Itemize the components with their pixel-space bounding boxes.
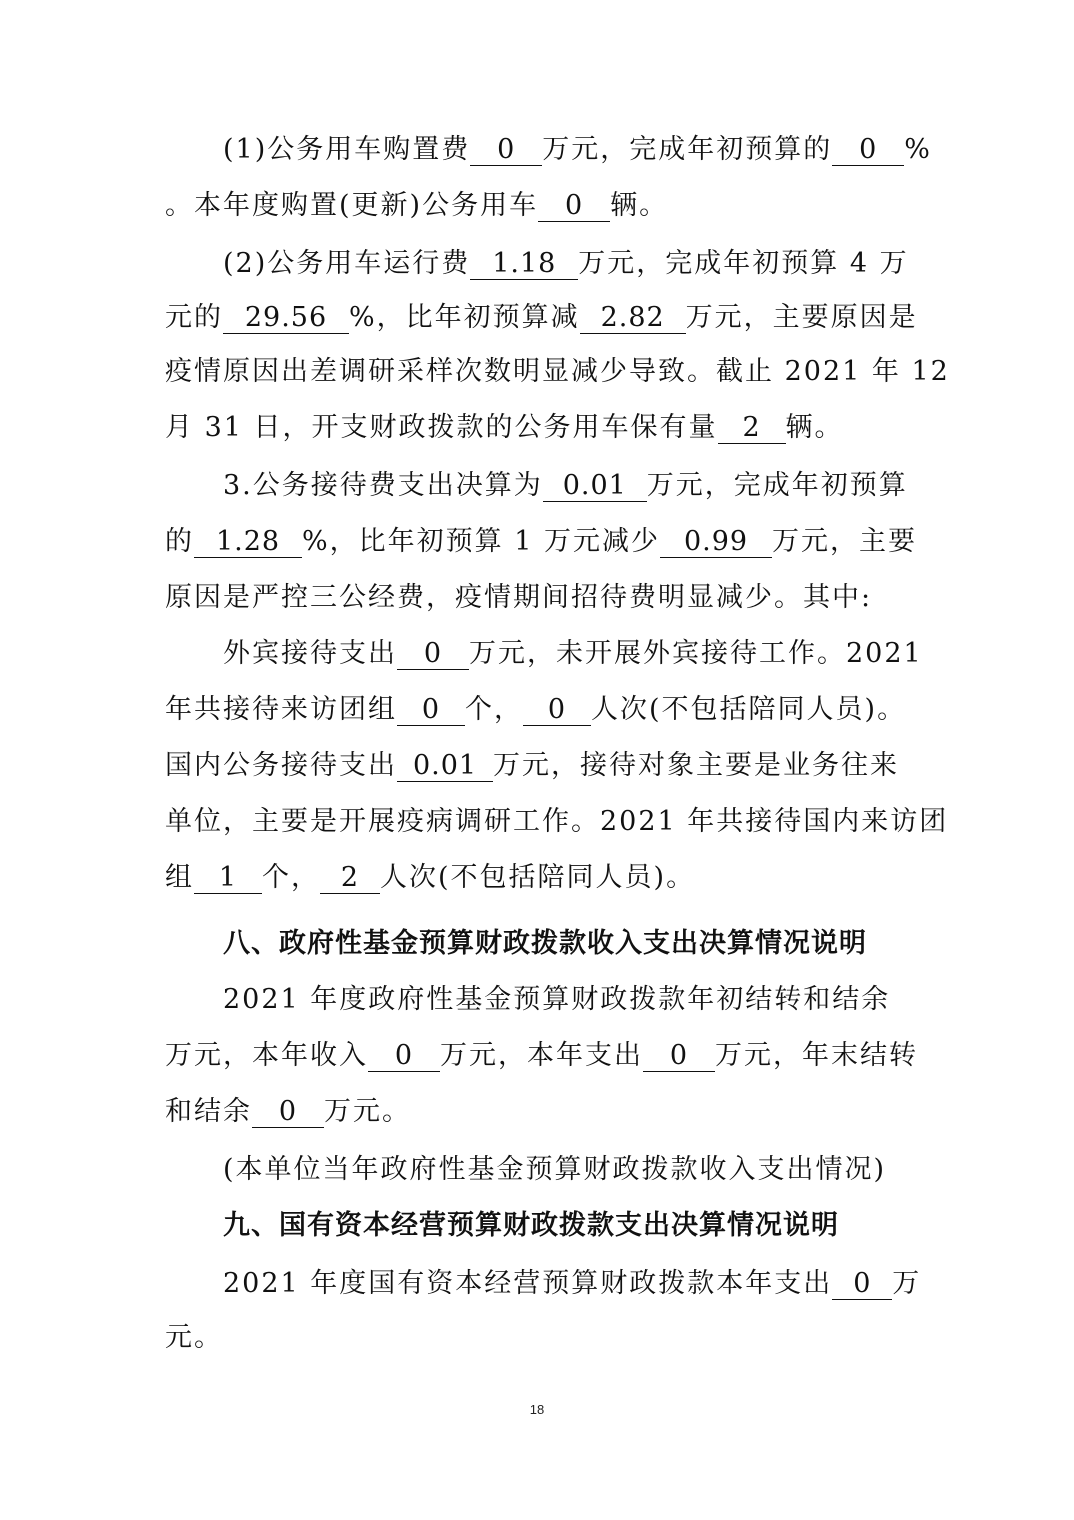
page-number: 18: [529, 1402, 545, 1417]
para-gov-fund-line-3: [165, 1092, 411, 1132]
blank-value: 0: [397, 695, 465, 726]
text: 原因是严控三公经费，疫情期间招待费明显减少。其中:: [165, 582, 873, 613]
text: 辆。: [785, 412, 844, 443]
text: 月 31 日，开支财政拨款的公务用车保有量: [165, 412, 718, 443]
text: 万元，年末结转: [715, 1040, 918, 1071]
para-foreign-reception-line-4: [165, 802, 948, 842]
blank-value: 2.82: [580, 303, 686, 334]
blank-value: 0.99: [660, 527, 772, 558]
text: 万元，本年支出: [440, 1040, 643, 1071]
text: 万元，未开展外宾接待工作。2021: [469, 638, 923, 669]
section-heading-9: 九、国有资本经营预算财政拨款支出决算情况说明: [223, 1210, 839, 1241]
para-foreign-reception-line-3: [165, 746, 899, 786]
text: %，比年初预算减: [349, 302, 580, 333]
blank-value: 1: [194, 863, 262, 894]
text: 2021 年度政府性基金预算财政拨款年初结转和结余: [223, 984, 891, 1015]
text: 外宾接待支出: [223, 638, 397, 669]
text: 个，: [465, 694, 523, 725]
text: 组: [165, 862, 194, 893]
text: 和结余: [165, 1096, 252, 1127]
text: 单位，主要是开展疫病调研工作。2021 年共接待国内来访团: [165, 806, 949, 837]
para-vehicle-purchase-line-2: [165, 186, 668, 226]
gov-fund-note: (本单位当年政府性基金预算财政拨款收入支出情况): [223, 1154, 887, 1185]
text: 辆。: [610, 190, 669, 221]
para-foreign-reception-line-2: [165, 690, 906, 730]
text: 万元，主要: [772, 526, 917, 557]
text: 万元，完成年初预算: [646, 470, 908, 501]
text: 万元。: [324, 1096, 411, 1127]
para-foreign-reception-line-5: [165, 858, 695, 898]
text: %: [904, 134, 932, 165]
para-foreign-reception-line-1: [223, 634, 923, 674]
text: 万元，本年收入: [165, 1040, 368, 1071]
para-vehicle-purchase-line-1: [223, 130, 932, 170]
section-heading-8: 八、政府性基金预算财政拨款收入支出决算情况说明: [223, 928, 867, 959]
blank-value: 0: [397, 639, 469, 670]
para-vehicle-operation-line-2: [165, 298, 918, 338]
text: 万元，主要原因是: [685, 302, 918, 333]
blank-value: 0: [643, 1041, 715, 1072]
text: 万元，接待对象主要是业务往来: [493, 750, 899, 781]
blank-value: 2: [718, 413, 786, 444]
text: 人次(不包括陪同人员)。: [380, 862, 696, 893]
blank-value: 1.18: [470, 249, 578, 280]
blank-value: 0.01: [397, 751, 493, 782]
text: 年共接待来访团组: [165, 694, 397, 725]
text: 万元，完成年初预算的: [542, 134, 833, 165]
blank-value: 2: [320, 863, 380, 894]
blank-value: 0: [832, 1269, 892, 1300]
para-vehicle-operation-line-1: [223, 244, 909, 284]
text: 元。: [165, 1322, 223, 1353]
blank-value: 0.01: [543, 471, 647, 502]
blank-value: 29.56: [223, 303, 349, 334]
blank-value: 0: [368, 1041, 440, 1072]
blank-value: 0: [538, 191, 610, 222]
text: 个，: [262, 862, 320, 893]
para-gov-fund-line-1: [223, 980, 890, 1020]
para-reception-line-3: [165, 578, 872, 618]
text: 疫情原因出差调研采样次数明显减少导致。截止 2021 年 12: [165, 356, 950, 387]
para-vehicle-operation-line-4: [165, 408, 844, 448]
para-gov-fund-line-2: [165, 1036, 918, 1076]
text: 2021 年度国有资本经营预算财政拨款本年支出: [223, 1268, 833, 1299]
para-reception-line-1: [223, 466, 908, 506]
blank-value: 0: [832, 135, 904, 166]
blank-value: 1.28: [194, 527, 302, 558]
text: 万元，完成年初预算 4 万: [578, 248, 909, 279]
text: 3.公务接待费支出决算为: [223, 470, 543, 501]
text: %，比年初预算 1 万元减少: [302, 526, 660, 557]
para-state-capital-line-1: [223, 1264, 921, 1304]
text: 国内公务接待支出: [165, 750, 397, 781]
blank-value: 0: [470, 135, 542, 166]
para-vehicle-operation-line-3: [165, 352, 950, 392]
para-state-capital-line-2: [165, 1318, 223, 1358]
text: 人次(不包括陪同人员)。: [591, 694, 907, 725]
para-reception-line-2: [165, 522, 917, 562]
text: 元的: [165, 302, 223, 333]
blank-value: 0: [523, 695, 591, 726]
text: 万: [892, 1268, 922, 1299]
text: 。本年度购置(更新)公务用车: [165, 190, 539, 221]
text: (2)公务用车运行费: [223, 248, 471, 279]
text: (1)公务用车购置费: [223, 134, 471, 165]
blank-value: 0: [252, 1097, 324, 1128]
text: 的: [165, 526, 194, 557]
